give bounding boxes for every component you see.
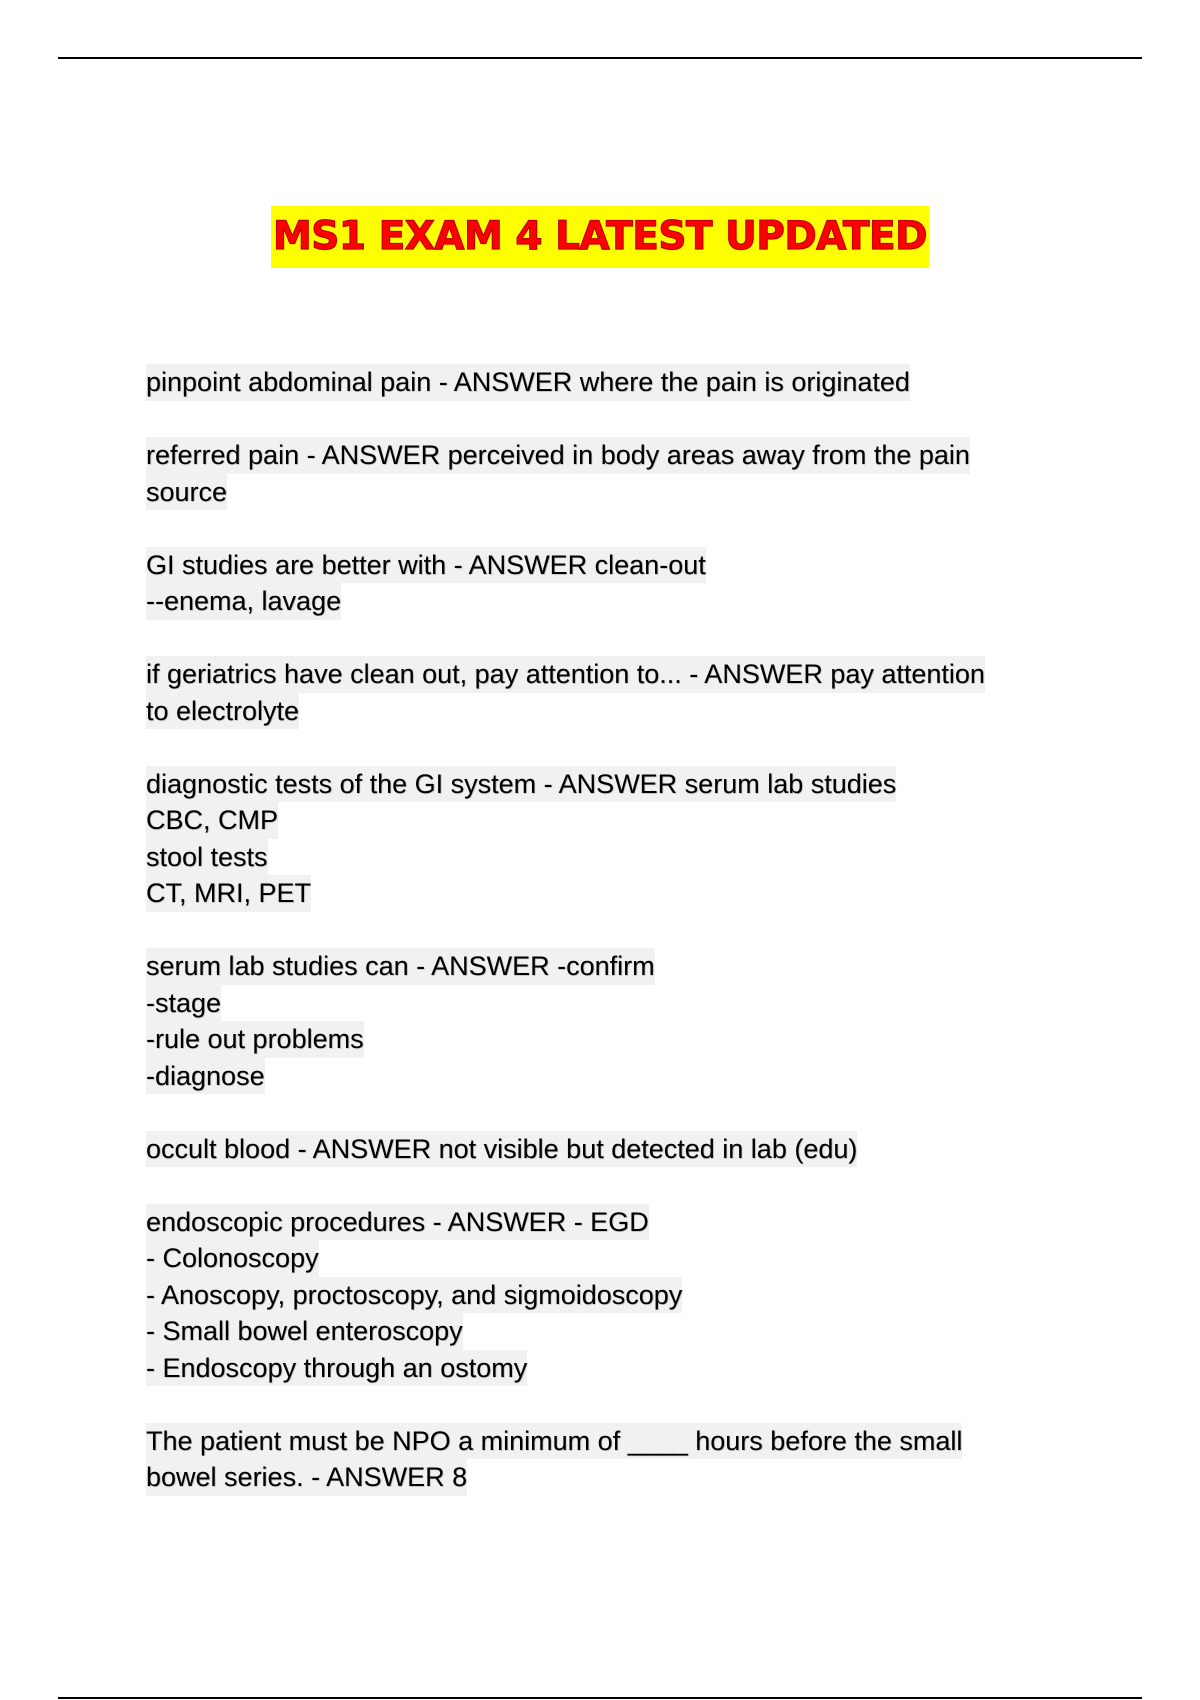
bottom-rule <box>58 1697 1142 1699</box>
qa-line: source <box>146 474 227 511</box>
qa-line: if geriatrics have clean out, pay attention to... - ANSWER pay attention <box>146 656 985 693</box>
qa-entry <box>146 656 1046 729</box>
qa-list <box>146 364 1046 1532</box>
qa-line: stool tests <box>146 839 268 876</box>
qa-line: CT, MRI, PET <box>146 875 311 912</box>
qa-entry <box>146 948 1046 1094</box>
qa-entry <box>146 1204 1046 1387</box>
qa-entry <box>146 766 1046 912</box>
qa-line: to electrolyte <box>146 693 299 730</box>
qa-line: serum lab studies can - ANSWER -confirm <box>146 948 655 985</box>
qa-line: -rule out problems <box>146 1021 364 1058</box>
qa-line: - Endoscopy through an ostomy <box>146 1350 527 1387</box>
qa-line: -diagnose <box>146 1058 265 1095</box>
qa-line: - Small bowel enteroscopy <box>146 1313 463 1350</box>
top-rule <box>58 57 1142 59</box>
qa-line: diagnostic tests of the GI system - ANSWER serum lab studies <box>146 766 896 803</box>
qa-line: GI studies are better with - ANSWER clean-out <box>146 547 706 584</box>
qa-line: -stage <box>146 985 221 1022</box>
qa-line: - Colonoscopy <box>146 1240 319 1277</box>
qa-line: referred pain - ANSWER perceived in body areas away from the pain <box>146 437 970 474</box>
qa-line: bowel series. - ANSWER 8 <box>146 1459 467 1496</box>
qa-entry <box>146 1131 1046 1168</box>
qa-entry <box>146 364 1046 401</box>
qa-line: The patient must be NPO a minimum of ____ hours before the small <box>146 1423 962 1460</box>
title-container <box>0 206 1200 268</box>
qa-line: pinpoint abdominal pain - ANSWER where the pain is originated <box>146 364 910 401</box>
qa-entry <box>146 547 1046 620</box>
qa-line: --enema, lavage <box>146 583 341 620</box>
document-title: MS1 EXAM 4 LATEST UPDATED <box>271 206 929 268</box>
qa-entry <box>146 437 1046 510</box>
qa-line: endoscopic procedures - ANSWER - EGD <box>146 1204 649 1241</box>
qa-line: - Anoscopy, proctoscopy, and sigmoidoscopy <box>146 1277 682 1314</box>
qa-line: CBC, CMP <box>146 802 278 839</box>
qa-entry <box>146 1423 1046 1496</box>
qa-line: occult blood - ANSWER not visible but detected in lab (edu) <box>146 1131 857 1168</box>
